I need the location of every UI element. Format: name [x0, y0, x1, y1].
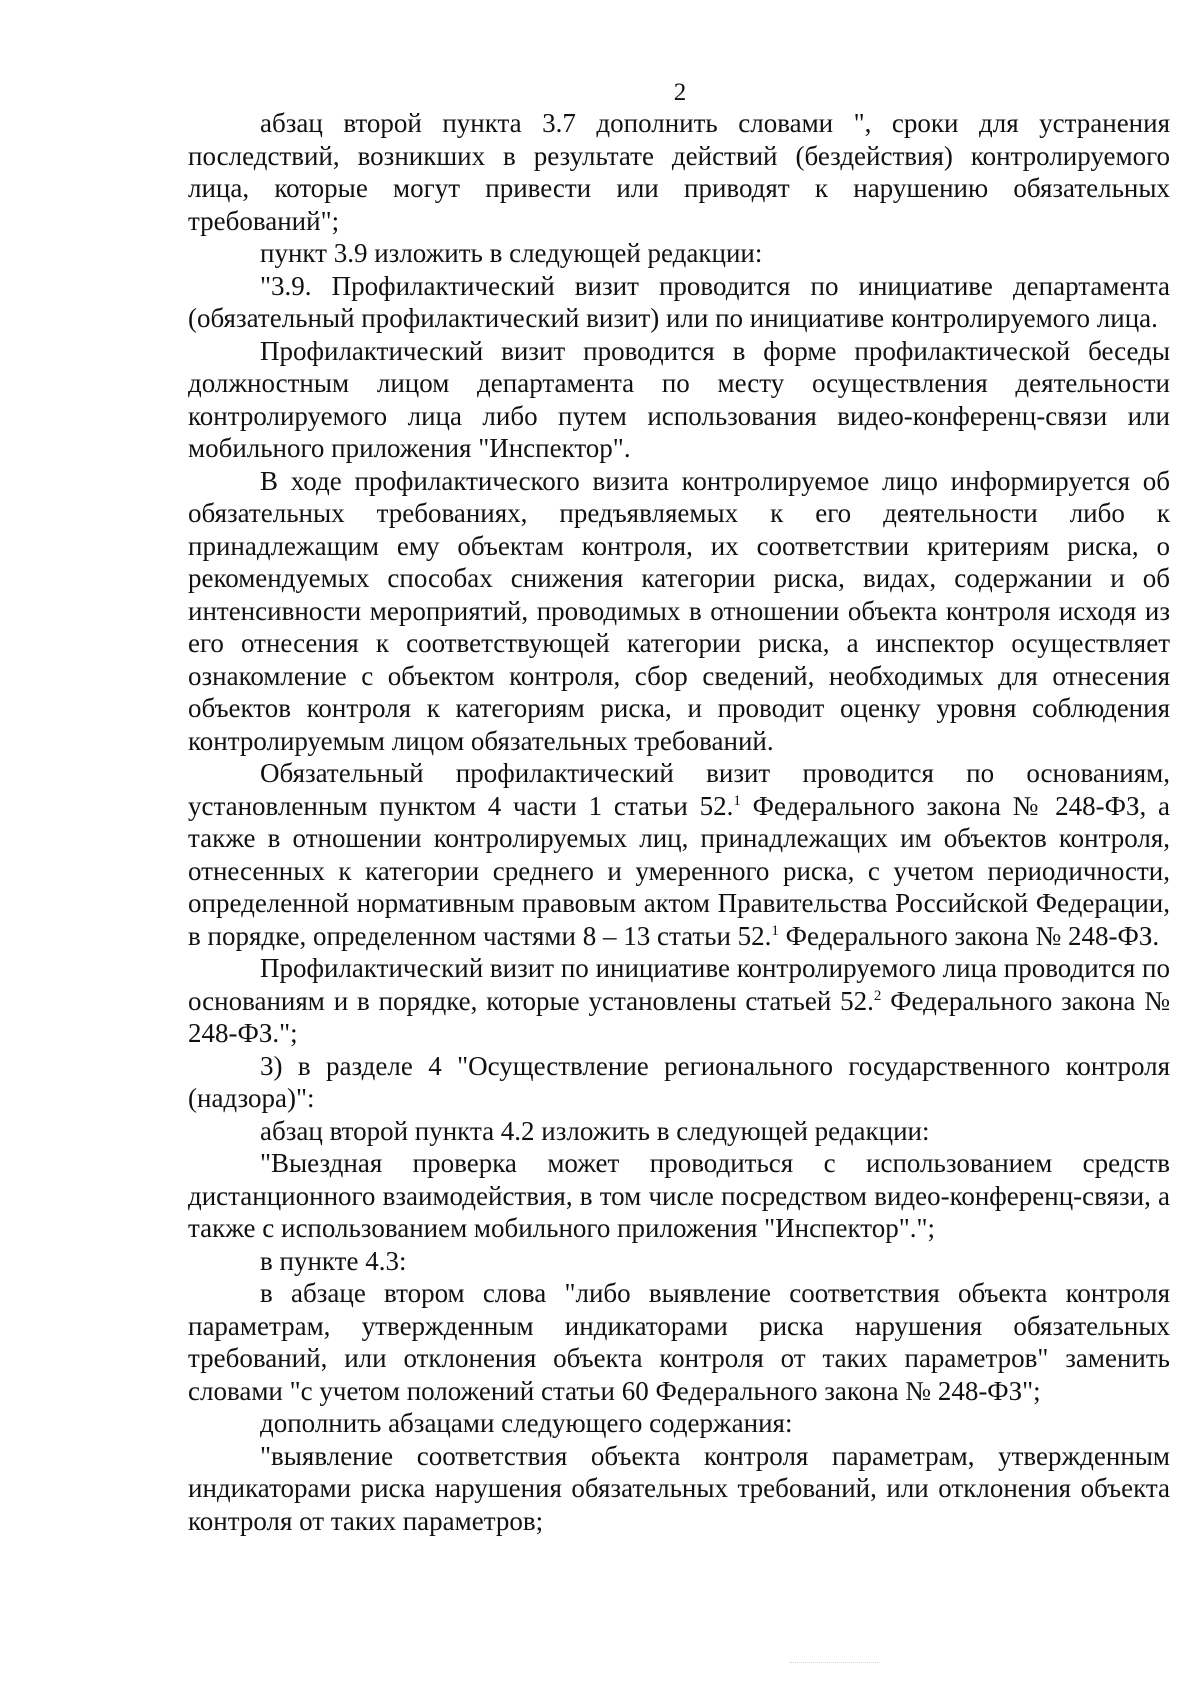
paragraph-point-4-2-intro: абзац второй пункта 4.2 изложить в следующей редакции: — [260, 1115, 930, 1146]
footnote-superscript: 2 — [873, 987, 882, 1004]
paragraph-point-4-3: в пункте 4.3: — [260, 1245, 407, 1276]
paragraph-mandatory-visit — [188, 757, 1170, 952]
document-body — [188, 107, 1170, 1537]
scan-speckle — [790, 1662, 880, 1667]
mandatory-visit-text-1: Обязательный профилактический визит проводится по основаниям, установленным пунктом 4 части 1 статьи 52. — [188, 758, 1170, 821]
footnote-superscript: 1 — [771, 922, 779, 939]
paragraph-initiative-visit — [188, 952, 1170, 1050]
page-number: 2 — [673, 79, 687, 106]
mandatory-visit-text-2: Федерального закона № 248-ФЗ, а также в отношении контролируемых лиц, принадлежащих им объектов контроля, отнесенных к категории среднего и умеренного риска, с учетом периодичности, определенной нормативным правовым актом Правительства Российской Федерации, в порядке, определенном частями 8 – 13 статьи 52. — [188, 790, 1171, 951]
initiative-visit-text-1: Профилактический визит по инициативе контролируемого лица проводится по основаниям и в порядке, которые установлены статьей 52. — [188, 953, 1170, 1016]
paragraph-visit-course: В ходе профилактического визита контролируемое лицо информируется об обязательных требованиях, предъявляемых к его деятельности либо к принадлежащим ему объектам контроля, их соответствии критериям риска, о рекомендуемых способах снижения категории риска, видах, содержании и об интенсивности мероприятий, проводимых в отношении объекта контроля исходя из его отнесения к соответствующей категории риска, а инспектор осуществляет ознакомление с объектом контроля, сбор сведений, необходимых для отнесения объектов контроля к категориям риска, и проводит оценку уровня соблюдения контролируемым лицом обязательных требований. — [188, 465, 1170, 756]
paragraph-add-paragraphs: дополнить абзацами следующего содержания: — [260, 1408, 793, 1438]
paragraph-onsite-inspection: "Выездная проверка может проводиться с использованием средств дистанционного взаимодействия, в том числе посредством видео-конференц-связи, а также с использованием мобильного приложения "Инспектор"."; — [188, 1148, 1170, 1243]
initiative-visit-text-2: Федерального закона № 248-ФЗ."; — [188, 985, 1170, 1048]
paragraph-amend-3-7: абзац второй пункта 3.7 дополнить словами ", сроки для устранения последствий, возникших в результате действий (бездействия) контролируемого лица, которые могут привести или приводят к нарушению обязательных требований"; — [188, 108, 1170, 236]
paragraph-3-9-text: "3.9. Профилактический визит проводится по инициативе департамента (обязательный профилактический визит) или по инициативе контролируемого лица. — [188, 270, 1170, 333]
paragraph-replace-words: в абзаце втором слова "либо выявление соответствия объекта контроля параметрам, утвержденным индикаторами риска нарушения обязательных требований, или отклонения объекта контроля от таких параметров" заменить словами "с учетом положений статьи 60 Федерального закона № 248-ФЗ"; — [188, 1278, 1170, 1406]
paragraph-new-text: "выявление соответствия объекта контроля параметрам, утвержденным индикаторами риска нарушения обязательных требований, или отклонения объекта контроля от таких параметров; — [188, 1440, 1170, 1536]
footnote-superscript: 1 — [733, 792, 741, 809]
mandatory-visit-text-3: Федерального закона № 248-ФЗ. — [778, 920, 1160, 951]
paragraph-point-3-9-intro: пункт 3.9 изложить в следующей редакции: — [260, 238, 763, 268]
paragraph-section-4: 3) в разделе 4 "Осуществление регионального государственного контроля (надзора)": — [188, 1050, 1170, 1113]
paragraph-visit-form: Профилактический визит проводится в форме профилактической беседы должностным лицом департамента по месту осуществления деятельности контролируемого лица либо путем использования видео-конференц-связи или мобильного приложения "Инспектор". — [188, 335, 1170, 463]
